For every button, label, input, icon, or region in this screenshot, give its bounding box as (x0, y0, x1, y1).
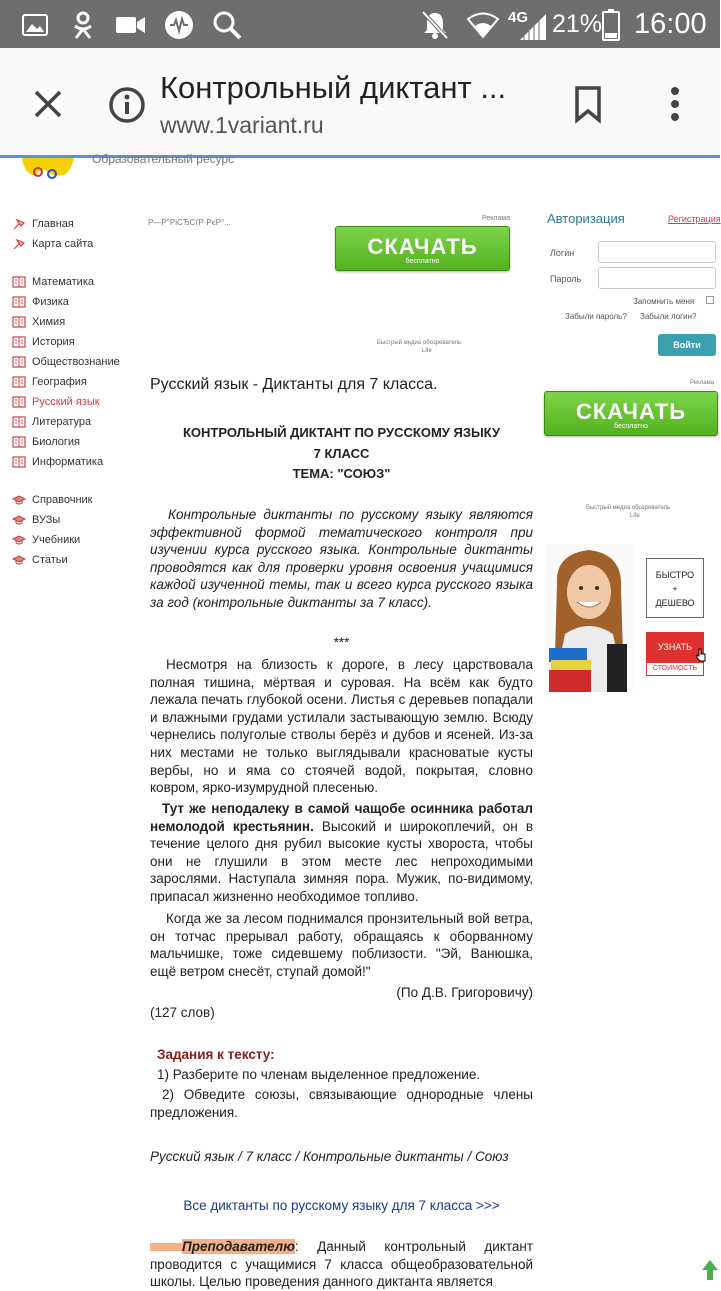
sidebar-item-nav_top-1[interactable] (12, 236, 93, 252)
graduation-cap-icon (12, 494, 26, 506)
sidebar-item-nav_top-0[interactable] (12, 216, 74, 232)
remember-checkbox[interactable] (706, 296, 714, 304)
teacher-label: Преподавателю (182, 1239, 295, 1254)
task-2: 2) Обведите союзы, связывающие однородные члены предложения. (150, 1087, 533, 1120)
sidebar-item-label: Литература (32, 416, 92, 428)
separator: *** (333, 635, 350, 650)
sidebar-item-nav_subjects-8[interactable] (12, 434, 80, 450)
login-button[interactable]: Войти (658, 334, 716, 356)
paragraph-3: Когда же за лесом поднимался пронзительный вой ветра, он тотчас прерывал работу, обращаясь к оборванному мальчишке, тоже сидевшему поблизости. "Эй, Ванюшка, ещё ветром снесёт, ступай домой!" (150, 911, 533, 979)
paragraph-2-rest: Высокий и широкоплечий, он в течение целого дня рубил высокие кусты хвороста, чтобы они не глушили в этом месте лес непроходимыми зарослями. Наступала зимняя пора. Мужик, по-видимому, припасал жизненно необходимое топливо. (150, 818, 533, 904)
book-icon (12, 396, 26, 408)
article-title (150, 423, 533, 485)
scroll-top-icon[interactable] (702, 1260, 718, 1285)
book-icon (12, 336, 26, 348)
download-ad-button[interactable] (335, 226, 510, 271)
wifi-icon (466, 8, 500, 42)
side-download-ad-label: СКАЧАТЬ (575, 399, 687, 424)
book-icon (12, 276, 26, 288)
bookmark-icon[interactable] (570, 84, 606, 124)
article-heading: Русский язык - Диктанты для 7 класса. (150, 376, 438, 393)
article-intro: Контрольные диктанты по русскому языку являются эффективной формой тематического контроля при изучении курса русского языка. Контрольные диктанты проводятся как для проверки уровня освоения учащимися каждой изученной темы, так и всего курса русского языка за год (контрольные диктанты за 7 класс). (150, 507, 533, 610)
side-ad-label: Реклама (690, 380, 715, 386)
sidebar-item-label: Главная (32, 218, 74, 230)
login-label: Логин (550, 248, 575, 258)
password-label: Пароль (550, 274, 582, 284)
sidebar-item-label: Обществознание (32, 356, 120, 368)
forgot-password-link[interactable]: Забыли пароль? (565, 312, 627, 321)
sidebar-item-label: Русский язык (32, 396, 100, 408)
book-icon (12, 356, 26, 368)
promo-button[interactable]: УЗНАТЬ (646, 632, 704, 662)
site-logo[interactable] (18, 158, 78, 187)
title-line-2: 7 КЛАСС (313, 445, 370, 461)
sidebar-item-nav_bottom-2[interactable] (12, 532, 80, 548)
sidebar-item-label: Учебники (32, 534, 81, 546)
forgot-login-link[interactable]: Забыли логин? (640, 312, 697, 321)
task-1: 1) Разберите по членам выделенное предложение. (157, 1067, 481, 1082)
book-icon (12, 296, 26, 308)
sidebar-item-label: Статьи (32, 554, 68, 566)
register-link[interactable]: Регистрация (668, 214, 721, 224)
book-icon (12, 416, 26, 428)
status-bar (0, 0, 720, 48)
mute-icon (418, 8, 452, 42)
promo-line-2: + (672, 584, 678, 594)
sidebar-item-label: Карта сайта (32, 238, 94, 250)
promo-sub-button[interactable]: СТОИМОСТЬ (646, 662, 704, 676)
page-host[interactable]: www.1variant.ru (160, 112, 324, 138)
graduation-cap-icon (12, 554, 26, 566)
sidebar-item-nav_subjects-3[interactable] (12, 334, 75, 350)
teacher-note (150, 1238, 533, 1291)
battery-percent: 21% (552, 10, 603, 38)
graduation-cap-icon (12, 534, 26, 546)
ad-caption-2: Life (422, 348, 432, 354)
side-download-ad-sub: бесплатно (614, 423, 648, 430)
author: (По Д.В. Григоровичу) (396, 985, 533, 1000)
sidebar-item-nav_subjects-2[interactable] (12, 314, 65, 330)
student-photo[interactable] (545, 544, 633, 697)
book-icon (12, 436, 26, 448)
download-ad-sub: бесплатно (405, 258, 440, 265)
more-menu-icon[interactable] (660, 84, 690, 124)
web-page (0, 152, 721, 1290)
paragraph-2 (150, 800, 533, 906)
word-count: (127 слов) (150, 1005, 215, 1020)
graduation-cap-icon (12, 514, 26, 526)
info-icon[interactable] (106, 84, 148, 126)
sidebar-item-nav_subjects-1[interactable] (12, 294, 69, 310)
password-input[interactable] (598, 267, 716, 289)
side-ad-caption-2: Life (630, 513, 640, 519)
sidebar-item-label: Справочник (32, 494, 93, 506)
teacher-marker (150, 1243, 182, 1251)
tasks-title: Задания к тексту: (157, 1047, 275, 1062)
promo-line-3: ДЕШЕВО (655, 598, 695, 608)
book-icon (12, 456, 26, 468)
remember-label: Запомнить меня (633, 297, 695, 306)
login-input[interactable] (598, 241, 716, 263)
sidebar-item-nav_bottom-3[interactable] (12, 552, 68, 568)
close-icon[interactable] (28, 84, 68, 124)
auth-title: Авторизация (547, 211, 625, 226)
ad-loading-text: Р—Р°РіСЂСѓР·РєР°... (148, 218, 231, 227)
sidebar-item-nav_subjects-7[interactable] (12, 414, 91, 430)
sidebar-item-nav_subjects-6[interactable] (12, 394, 100, 410)
search-icon (210, 8, 244, 42)
network-type: 4G (508, 9, 529, 26)
sidebar-item-label: История (32, 336, 75, 348)
ad-label: Реклама (482, 215, 511, 222)
teacher-text: : Данный контрольный диктант проводится с учащимися 7 класса общеобразовательной школы. Целью проведения данного диктанта является (150, 1239, 533, 1290)
ad-caption: Быстрый медиа обозреватель (377, 340, 462, 346)
sidebar-item-label: Химия (32, 316, 66, 328)
promo-box (646, 558, 704, 618)
sidebar-item-nav_subjects-4[interactable] (12, 354, 120, 370)
sidebar-item-nav_subjects-9[interactable] (12, 454, 103, 470)
image-icon (18, 8, 52, 42)
sidebar-item-nav_bottom-1[interactable] (12, 512, 60, 528)
video-icon (114, 8, 148, 42)
audio-icon (162, 8, 196, 42)
title-line-1: КОНТРОЛЬНЫЙ ДИКТАНТ ПО РУССКОМУ ЯЗЫКУ (182, 425, 501, 440)
promo-line-1: БЫСТРО (655, 570, 695, 580)
sidebar-item-nav_bottom-0[interactable] (12, 492, 93, 508)
sidebar-item-nav_subjects-5[interactable] (12, 374, 87, 390)
page-title: Контрольный диктант ... (160, 70, 507, 105)
sidebar-item-label: Математика (32, 276, 94, 288)
title-line-3: ТЕМА: "СОЮЗ" (292, 466, 391, 481)
sidebar-item-label: Биология (32, 436, 81, 448)
pin-icon (12, 218, 26, 230)
odnoklassniki-icon (66, 8, 100, 42)
breadcrumb[interactable]: Русский язык / 7 класс / Контрольные диктанты / Союз (150, 1149, 509, 1164)
side-ad-caption: Быстрый медиа обозреватель (586, 505, 671, 511)
highlighted-sentence: Тут же неподалеку в самой чащобе осинника работал немолодой крестьянин. (150, 801, 533, 834)
sidebar-item-label: ВУЗы (32, 514, 61, 526)
paragraph-1: Несмотря на близость к дороге, в лесу царствовала полная тишина, мёртвая и суровая. На всём как будто лежала печать глубокой осени. Листья с деревьев попадали и влажными грудами устилали застывающую землю. Всюду чернелись полуголые стволы берёз и дубов и ясеней. Из-за них местами не только выглядывали красноватые кусты вербы, но и яма со стоячей водой, покрытая, словно ковром, ярко-изумрудной плесенью. (150, 657, 533, 796)
pin-icon (12, 238, 26, 250)
sidebar-item-label: Информатика (32, 456, 104, 468)
signal-icon (516, 10, 550, 44)
side-download-ad-button[interactable] (544, 391, 718, 436)
clock: 16:00 (634, 8, 707, 40)
logo-tagline: Образовательный ресурс (92, 152, 235, 166)
battery-icon (594, 8, 628, 42)
book-icon (12, 376, 26, 388)
sidebar-item-nav_subjects-0[interactable] (12, 274, 94, 290)
download-ad-label: СКАЧАТЬ (367, 234, 478, 259)
all-dictations-link[interactable]: Все диктанты по русскому языку для 7 класса >>> (183, 1198, 500, 1213)
sidebar-item-label: Физика (32, 296, 69, 308)
book-icon (12, 316, 26, 328)
sidebar-item-label: География (32, 376, 87, 388)
